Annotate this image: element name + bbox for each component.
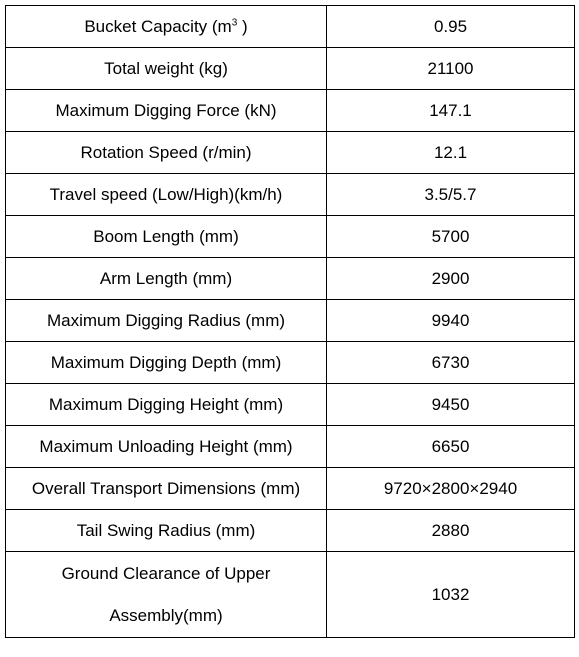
table-row xyxy=(6,90,575,132)
spec-label-line: Assembly(mm) xyxy=(109,605,223,625)
spec-label: Bucket Capacity ($m^3$ ) xyxy=(6,6,327,48)
spec-label: Rotation Speed (r/min) xyxy=(6,132,327,174)
table-row xyxy=(6,384,575,426)
spec-label: Tail Swing Radius (mm) xyxy=(6,510,327,552)
spec-value: 0.95 xyxy=(327,6,575,48)
spec-label: Total weight (kg) xyxy=(6,48,327,90)
table-row xyxy=(6,300,575,342)
spec-value: 9720×2800×2940 xyxy=(327,468,575,510)
spec-value: 6730 xyxy=(327,342,575,384)
specification-table xyxy=(5,5,575,638)
table-row xyxy=(6,552,575,638)
spec-value: 12.1 xyxy=(327,132,575,174)
table-row xyxy=(6,216,575,258)
table-row xyxy=(6,6,575,48)
spec-value: 5700 xyxy=(327,216,575,258)
table-row xyxy=(6,258,575,300)
spec-value: 9450 xyxy=(327,384,575,426)
spec-label: Travel speed (Low/High)(km/h) xyxy=(6,174,327,216)
spec-label xyxy=(6,552,327,638)
spec-label: Boom Length (mm) xyxy=(6,216,327,258)
spec-value: 1032 xyxy=(327,552,575,638)
spec-label: Maximum Digging Depth (mm) xyxy=(6,342,327,384)
spec-label: Overall Transport Dimensions (mm) xyxy=(6,468,327,510)
spec-value: 2900 xyxy=(327,258,575,300)
table-row xyxy=(6,174,575,216)
spec-value: 147.1 xyxy=(327,90,575,132)
table-row xyxy=(6,342,575,384)
spec-value: 2880 xyxy=(327,510,575,552)
table-row xyxy=(6,468,575,510)
table-row xyxy=(6,510,575,552)
table-row xyxy=(6,48,575,90)
spec-label: Maximum Digging Radius (mm) xyxy=(6,300,327,342)
table-row xyxy=(6,132,575,174)
spec-label: Maximum Unloading Height (mm) xyxy=(6,426,327,468)
spec-value: 3.5/5.7 xyxy=(327,174,575,216)
spec-value: 9940 xyxy=(327,300,575,342)
table-row xyxy=(6,426,575,468)
spec-label: Arm Length (mm) xyxy=(6,258,327,300)
spec-label: Maximum Digging Force (kN) xyxy=(6,90,327,132)
spec-value: 6650 xyxy=(327,426,575,468)
spec-label: Maximum Digging Height (mm) xyxy=(6,384,327,426)
spec-value: 21100 xyxy=(327,48,575,90)
spec-label-line: Ground Clearance of Upper xyxy=(61,563,271,583)
